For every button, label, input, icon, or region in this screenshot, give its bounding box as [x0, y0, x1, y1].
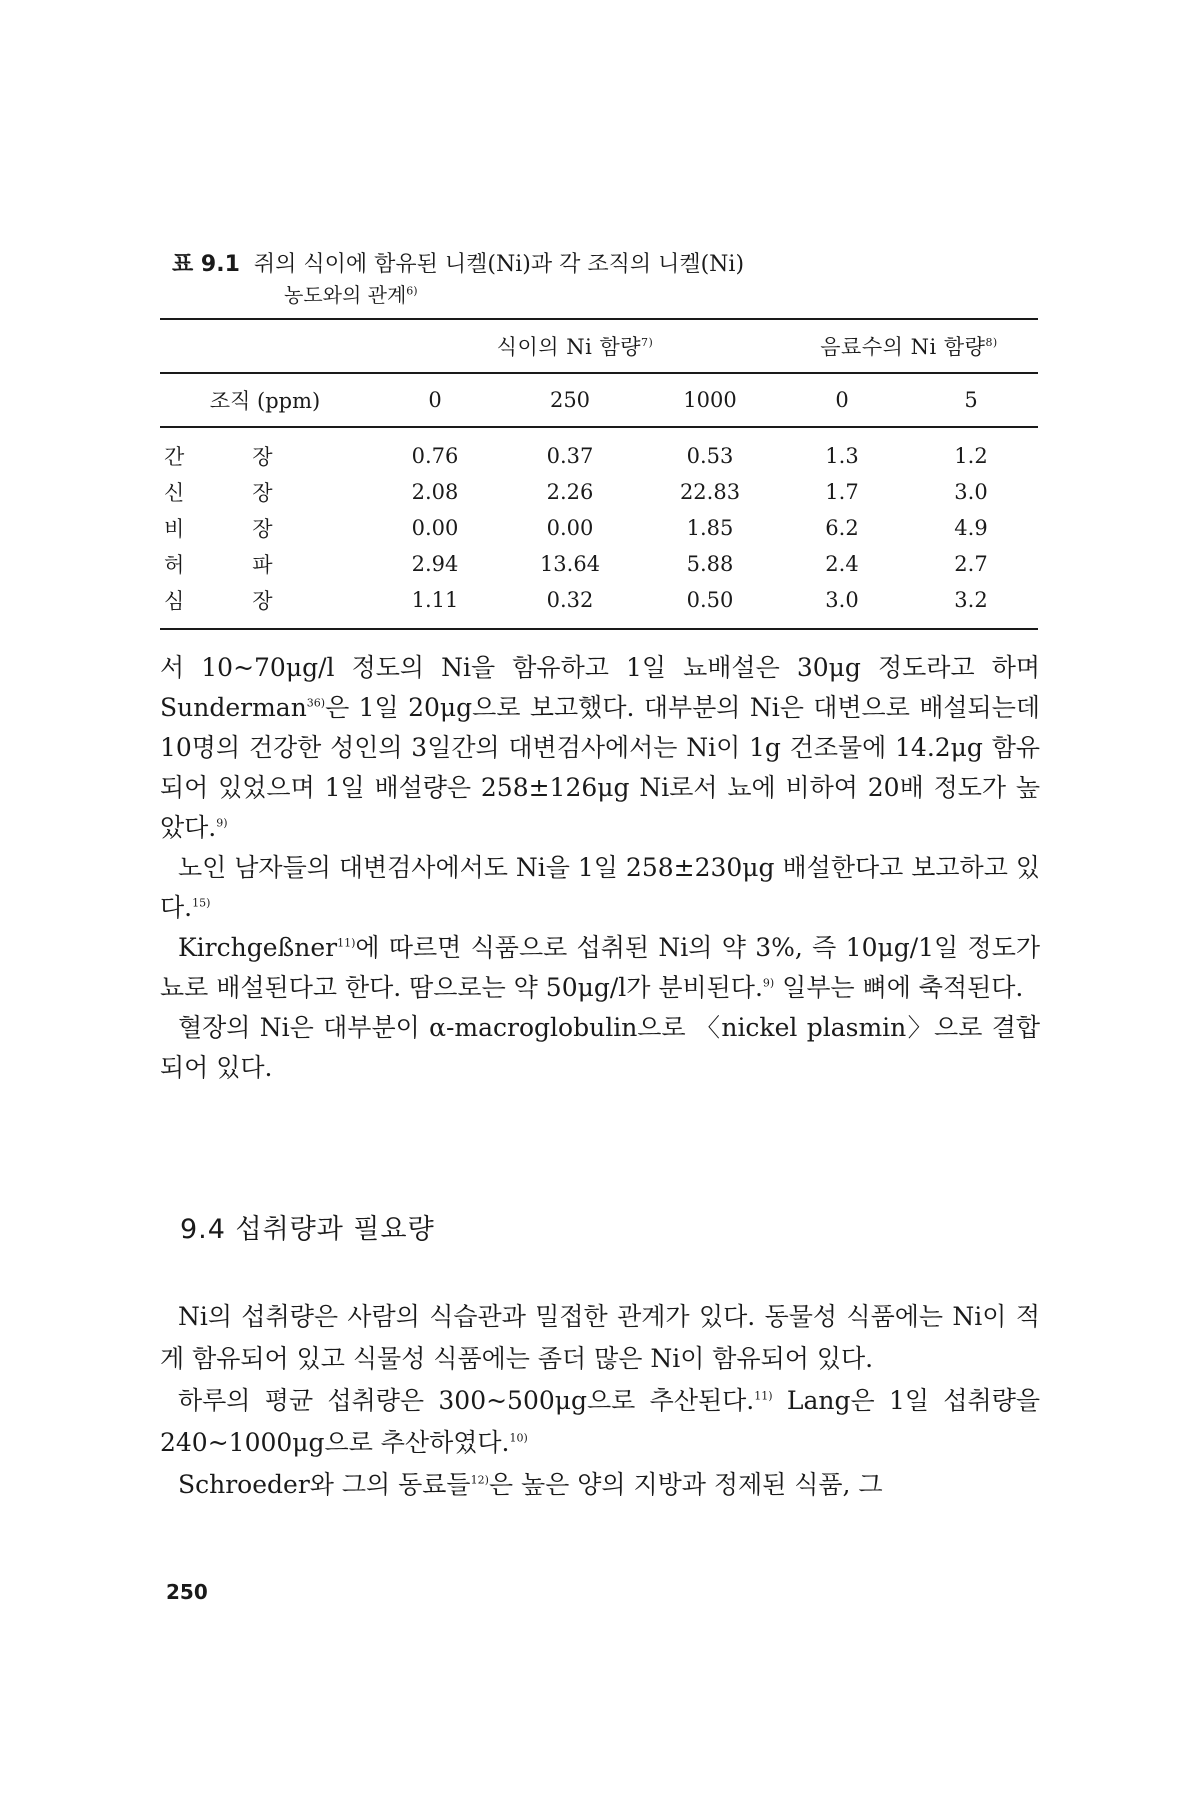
caption-line2: 농도와의 관계: [284, 283, 407, 307]
header-col: 0: [780, 373, 904, 427]
paragraph-2: 노인 남자들의 대변검사에서도 Ni을 1일 258±230μg 배설한다고 보고하고 있다.$^{15)}$: [160, 853, 1040, 922]
section-paragraph-2: 하루의 평균 섭취량은 300~500μg으로 추산된다.$^{11)}$ Lang은 1일 섭취량을 240~1000μg으로 추산하였다.$^{10)}$: [160, 1386, 1040, 1457]
table-label: 표 9.1: [172, 252, 240, 277]
header-col: 1000: [640, 373, 780, 427]
row-organ: 간장: [164, 445, 341, 469]
cell: 3.0: [954, 480, 988, 504]
table-row: [160, 510, 1038, 546]
paragraph-3: Kirchgeßner$^{11)}$에 따르면 식품으로 섭취된 Ni의 약 3%, 즉 10μg/1일 정도가 뇨로 배설된다고 한다. 땀으로는 약 50μg/l가 분비된다.$^{9)}$ 일부는 뼈에 축적된다.: [160, 933, 1040, 1002]
group-diet: 식이의 Ni 함량$^{7)}$: [370, 319, 780, 373]
caption-ref: 6): [406, 284, 418, 298]
cell: 2.26: [546, 480, 594, 504]
table-row: [160, 474, 1038, 510]
cell: 0.76: [411, 444, 459, 468]
cell: 1.2: [954, 444, 988, 468]
cell: 0.00: [546, 516, 594, 540]
caption-line2-wrap: [172, 280, 1032, 310]
header-col: 0: [370, 373, 500, 427]
nickel-table: [160, 318, 1038, 630]
cell: 1.85: [686, 516, 734, 540]
cell: 3.2: [904, 582, 1038, 629]
cell: 2.7: [954, 552, 988, 576]
header-tissue: 조직 (ppm): [160, 373, 370, 427]
section-body: [160, 1296, 1040, 1506]
row-organ: 심장: [160, 582, 370, 629]
caption-line1: 쥐의 식이에 함유된 니켈(Ni)과 각 조직의 니켈(Ni): [253, 252, 745, 277]
table-column-header: [160, 373, 1038, 427]
cell: 3.0: [780, 582, 904, 629]
section-paragraph-1: Ni의 섭취량은 사람의 식습관과 밀접한 관계가 있다. 동물성 식품에는 Ni이 적게 함유되어 있고 식물성 식품에는 좀더 많은 Ni이 함유되어 있다.: [160, 1302, 1040, 1373]
row-organ: 허파: [164, 553, 341, 577]
cell: 0.37: [546, 444, 594, 468]
table-caption: [172, 250, 1032, 310]
table-group-header: [160, 319, 1038, 373]
header-col: 250: [500, 373, 640, 427]
cell: 0.00: [411, 516, 459, 540]
cell: 0.32: [500, 582, 640, 629]
page-number: 250: [166, 1580, 208, 1604]
body-text: [160, 648, 1040, 1088]
cell: 0.53: [686, 444, 734, 468]
table-row: [160, 546, 1038, 582]
cell: 1.7: [825, 480, 859, 504]
cell: 13.64: [539, 552, 601, 576]
section-paragraph-3: Schroeder와 그의 동료들$^{12)}$은 높은 양의 지방과 정제된 식품, 그: [178, 1470, 883, 1499]
section-heading: 9.4 섭취량과 필요량: [180, 1214, 435, 1245]
cell: 0.50: [640, 582, 780, 629]
header-col: 5: [904, 373, 1038, 427]
cell: 1.11: [370, 582, 500, 629]
row-organ: 신장: [164, 481, 341, 505]
cell: 2.4: [825, 552, 859, 576]
table-row: [160, 582, 1038, 629]
cell: 4.9: [954, 516, 988, 540]
table-row: [160, 427, 1038, 474]
paragraph-4: 혈장의 Ni은 대부분이 α-macroglobulin으로 〈nickel plasmin〉으로 결합되어 있다.: [160, 1013, 1040, 1082]
row-organ: 비장: [164, 517, 341, 541]
cell: 22.83: [679, 480, 741, 504]
cell: 2.94: [411, 552, 459, 576]
cell: 2.08: [411, 480, 459, 504]
cell: 6.2: [825, 516, 859, 540]
cell: 5.88: [686, 552, 734, 576]
group-water: 음료수의 Ni 함량$^{8)}$: [780, 319, 1038, 373]
cell: 1.3: [825, 444, 859, 468]
paragraph-1: 서 10~70μg/l 정도의 Ni을 함유하고 1일 뇨배설은 30μg 정도라고 하며 Sunderman$^{36)}$은 1일 20μg으로 보고했다. 대부분의 Ni은 대변으로 배설되는데 10명의 건강한 성인의 3일간의 대변검사에서는 Ni이 1g 건조물에 14.2μg 함유되어 있었으며 1일 배설량은 258±126μg Ni로서 뇨에 비하여 20배 정도가 높았다.$^{9)}$: [160, 653, 1040, 842]
